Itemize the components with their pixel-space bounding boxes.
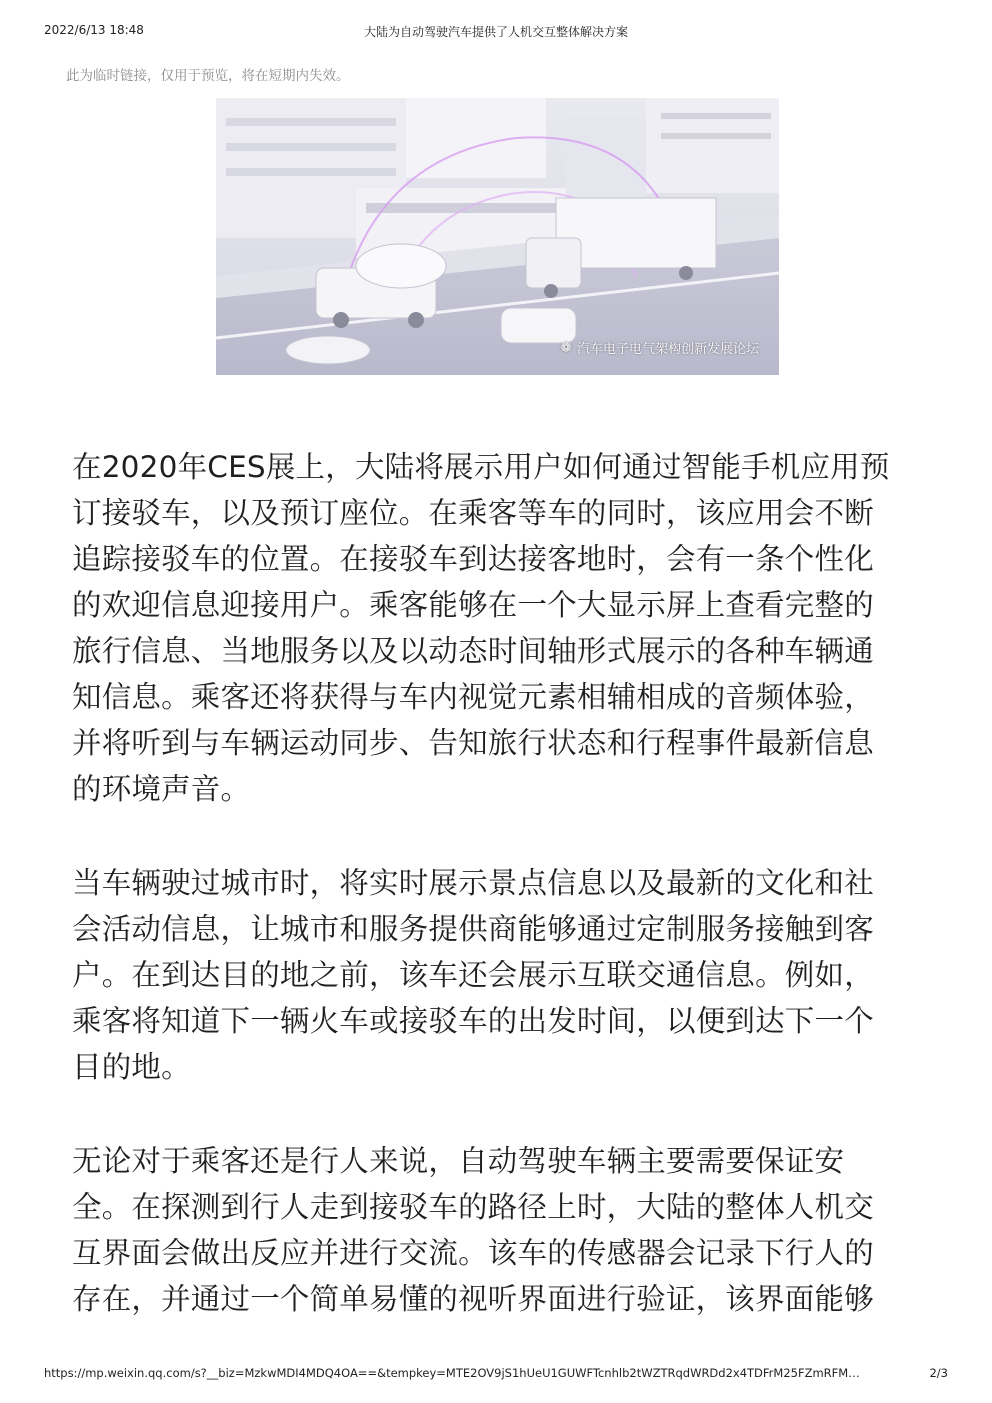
article-illustration — [216, 98, 779, 375]
temporary-link-notice: 此为临时链接，仅用于预览，将在短期内失效。 — [66, 68, 350, 84]
watermark-text: 汽车电子电气架构创新发展论坛 — [576, 342, 759, 357]
paragraph-1: 在2020年CES展上，大陆将展示用户如何通过智能手机应用预 订接驳车，以及预订座位。在乘客等车的同时，该应用会不断 追踪接驳车的位置。在接驳车到达接客地时，会有一条个性化 的欢迎信息迎接用户。乘客能够在一个大显示屏上查看完整的 旅行信息、当地服务以及以动态时间轴形式展示的各种车辆通 知信息。乘客还将获得与车内视觉元素相辅相成的音频体验， 并将听到与车辆运动同步、告知旅行状态和行程事件最新信息 的环境声音。 — [72, 450, 890, 806]
wechat-icon: ❁ — [560, 339, 572, 356]
paragraph-2: 当车辆驶过城市时，将实时展示景点信息以及最新的文化和社 会活动信息，让城市和服务提供商能够通过定制服务接触到客 户。在到达目的地之前，该车还会展示互联交通信息。例如， 乘客将知道下一辆火车或接驳车的出发时间，以便到达下一个 目的地。 — [72, 866, 874, 1084]
article-body — [72, 444, 922, 1370]
autonomous-road-scene — [216, 98, 779, 375]
paragraph-3: 无论对于乘客还是行人来说，自动驾驶车辆主要需要保证安 全。在探测到行人走到接驳车的路径上时，大陆的整体人机交 互界面会做出反应并进行交流。该车的传感器会记录下行人的 存在，并通过一个简单易懂的视听界面进行验证，该界面能够 — [72, 1144, 874, 1316]
footer-url: https://mp.weixin.qq.com/s?__biz=MzkwMDI4MDQ4OA==&tempkey=MTE2OV9jS1hUeU1GUWFTcnhlb2tWZTRqdWRDd2x4TDFrM25FZmRFM… — [44, 1366, 860, 1380]
header-datetime: 2022/6/13 18:48 — [44, 23, 144, 37]
header-title: 大陆为自动驾驶汽车提供了人机交互整体解决方案 — [363, 25, 628, 39]
image-watermark — [560, 338, 759, 357]
page-number: 2/3 — [929, 1366, 948, 1380]
